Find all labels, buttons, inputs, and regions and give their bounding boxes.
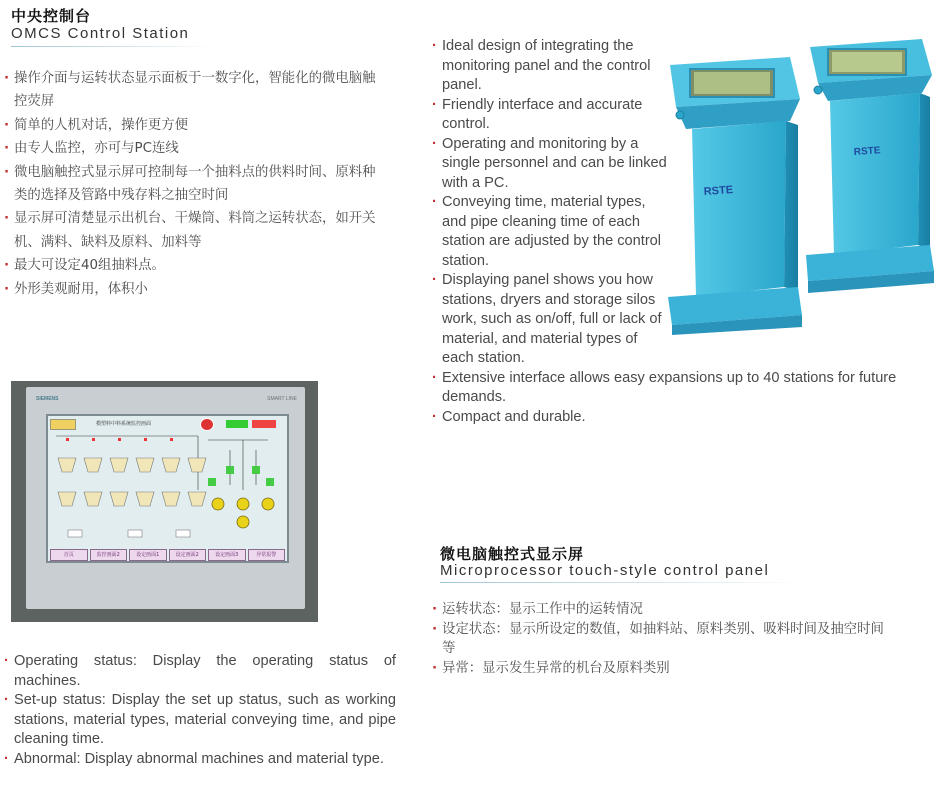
list-item: · 由专人监控，亦可与PC连线: [4, 137, 380, 160]
alarm-indicator: [50, 419, 76, 430]
list-item: · 显示屏可清楚显示出机台、干燥筒、料筒之运转状态，如开关机、满料、缺料及原料、加料等: [4, 207, 380, 254]
hmi-tab-bar: [48, 549, 287, 561]
hmi-tab[interactable]: 设定画面2: [169, 549, 207, 561]
kiosk-logo-front: RSTE: [703, 183, 734, 198]
list-item: · Compact and durable.: [432, 408, 902, 428]
hmi-screen-title: 模塑料中料系统监控画面: [96, 421, 152, 427]
list-item: · Ideal design of integrating the monitoring panel and the control panel.: [432, 37, 667, 96]
section2-title-zh: 微电脑触控式显示屏: [440, 545, 585, 563]
hmi-tab[interactable]: 异常报警: [248, 549, 286, 561]
list-item: · Set-up status: Display the set up status, such as working stations, material types, material conveying time, and pipe cleaning time.: [4, 691, 396, 750]
list-item: · Friendly interface and accurate control.: [432, 96, 667, 135]
control-station-image: [668, 35, 936, 335]
section2-rule: [440, 582, 800, 583]
hmi-tab[interactable]: 监控画面2: [90, 549, 128, 561]
stop-indicator: [252, 420, 276, 428]
list-item: · Operating and monitoring by a single personnel and can be linked with a PC.: [432, 135, 667, 194]
list-item: · 外形美观耐用，体积小: [4, 278, 380, 301]
section2-title-en: Microprocessor touch-style control panel: [440, 562, 770, 579]
kiosk-logo-back: RSTE: [853, 145, 881, 158]
list-item: · 简单的人机对话，操作更方便: [4, 114, 380, 137]
list-item: · Conveying time, material types, and pipe cleaning time of each station are adjusted by the control station.: [432, 193, 667, 271]
hmi-model-label: SMART LINE: [267, 396, 297, 402]
kiosk-illustration: [668, 35, 936, 335]
section1-rule: [11, 46, 211, 47]
list-item: · Operating status: Display the operating status of machines.: [4, 652, 396, 691]
list-item: · 操作介面与运转状态显示面板于一数字化，智能化的微电脑触控荧屏: [4, 67, 380, 114]
list-item: · 最大可设定40组抽料点。: [4, 254, 380, 277]
hmi-brand-label: SIEMENS: [36, 396, 59, 402]
list-item: · Displaying panel shows you how stations, dryers and storage silos work, such as on/off, full or lack of material, and material types of each station.: [432, 271, 667, 369]
hmi-bezel: [26, 387, 305, 609]
section1-title-zh: 中央控制台: [11, 7, 92, 25]
hmi-tab[interactable]: 设定画面3: [208, 549, 246, 561]
list-item: · 设定状态：显示所设定的数值，如抽料站、原料类别、吸料时间及抽空时间等: [432, 620, 892, 659]
hmi-panel-image: [11, 381, 318, 622]
section2-bullets-zh: [432, 600, 892, 678]
list-item: · 运转状态：显示工作中的运转情况: [432, 600, 892, 620]
process-diagram: [48, 430, 287, 548]
section1-bullets-zh: [4, 67, 380, 301]
hmi-tab[interactable]: 设定画面1: [129, 549, 167, 561]
section1-title-en: OMCS Control Station: [11, 25, 190, 42]
section2-bullets-en: [4, 652, 396, 769]
list-item: · 微电脑触控式显示屏可控制每一个抽料点的供料时间、原料种类的选择及管路中残存料之抽空时间: [4, 161, 380, 208]
hmi-tab[interactable]: 首页: [50, 549, 88, 561]
list-item: · Abnormal: Display abnormal machines and material type.: [4, 750, 396, 770]
run-indicator: [226, 420, 248, 428]
list-item: · 异常：显示发生异常的机台及原料类别: [432, 659, 892, 679]
list-item: · Extensive interface allows easy expansions up to 40 stations for future demands.: [432, 369, 902, 408]
hmi-screen: [46, 414, 289, 563]
